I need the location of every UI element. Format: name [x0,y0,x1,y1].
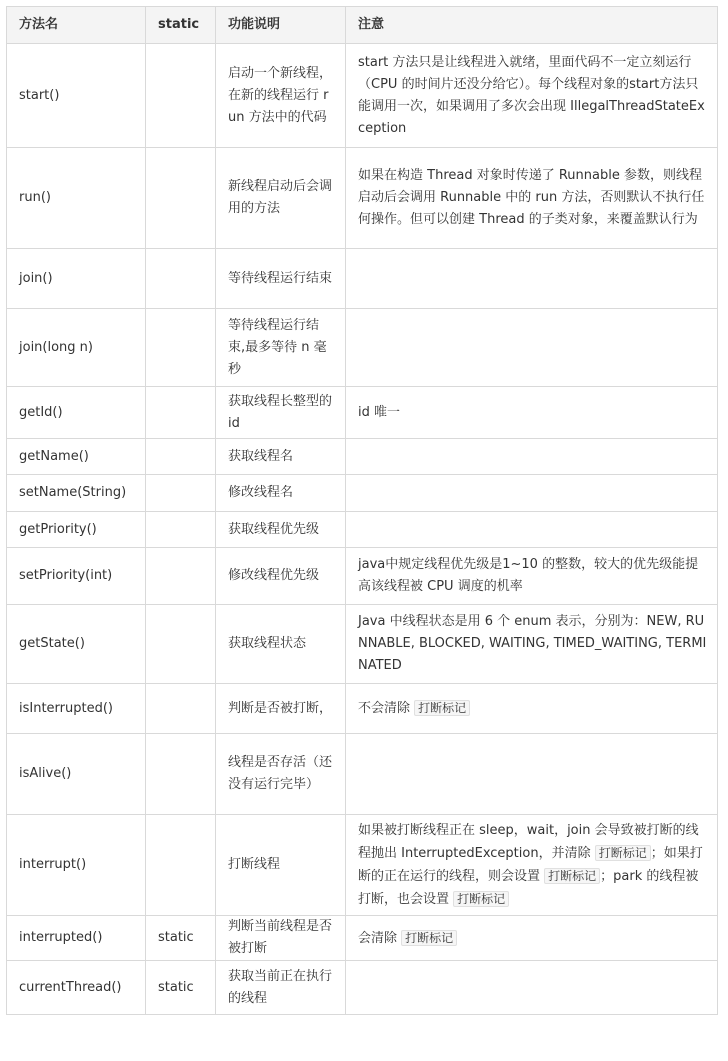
note-cell [346,249,718,309]
table-row [7,815,718,916]
note-cell [346,734,718,815]
header-static: static [146,7,216,44]
static-cell [146,512,216,548]
method-cell: isInterrupted() [7,684,146,734]
method-cell: currentThread() [7,961,146,1015]
table-row [7,734,718,815]
table-header-row [7,7,718,44]
table-row [7,249,718,309]
note-cell [346,684,718,734]
method-cell: join(long n) [7,309,146,387]
description-cell: 线程是否存活（还没有运行完毕） [216,734,346,815]
method-cell: interrupt() [7,815,146,916]
inline-code-interrupt-flag: 打断标记 [544,868,600,884]
note-cell [346,815,718,916]
note-text: 不会清除 [358,701,415,716]
table-row [7,387,718,439]
table-row [7,44,718,148]
method-cell: setName(String) [7,475,146,512]
inline-code-interrupt-flag: 打断标记 [453,891,509,907]
note-text: ；如果打断的正在运行的线程，则会设置 [358,845,703,884]
static-cell [146,249,216,309]
note-text: ；park 的线程被打断，也会设置 [358,868,699,907]
description-cell: 打断线程 [216,815,346,916]
method-cell: getId() [7,387,146,439]
description-cell: 获取线程长整型的 id [216,387,346,439]
table-row [7,684,718,734]
static-cell [146,387,216,439]
table-row [7,605,718,684]
note-text: 如果在构造 Thread 对象时传递了 Runnable 参数，则线程启动后会调用 Runnable 中的 run 方法，否则默认不执行任何操作。但可以创建 Thread 的子类对象，来覆盖默认行为 [358,168,705,227]
note-cell [346,439,718,475]
static-cell: static [146,916,216,961]
description-cell: 获取线程优先级 [216,512,346,548]
table-row [7,548,718,605]
method-cell: join() [7,249,146,309]
static-cell [146,734,216,815]
method-cell: interrupted() [7,916,146,961]
table-row [7,916,718,961]
table-row [7,148,718,249]
note-text: 如果被打断线程正在 sleep，wait，join 会导致被打断的线程抛出 InterruptedException，并清除 [358,822,699,861]
note-cell [346,44,718,148]
note-cell [346,309,718,387]
method-cell: start() [7,44,146,148]
static-cell [146,439,216,475]
note-text: id 唯一 [358,404,400,420]
note-text: java中规定线程优先级是1~10 的整数，较大的优先级能提高该线程被 CPU 调度的机率 [358,557,699,594]
table-row [7,512,718,548]
note-cell [346,961,718,1015]
note-cell [346,475,718,512]
description-cell: 获取当前正在执行的线程 [216,961,346,1015]
inline-code-interrupt-flag: 打断标记 [414,700,470,716]
static-cell [146,815,216,916]
method-cell: isAlive() [7,734,146,815]
description-cell: 等待线程运行结束 [216,249,346,309]
note-text: 会清除 [358,930,402,946]
table-row [7,475,718,512]
header-method: 方法名 [7,7,146,44]
static-cell [146,44,216,148]
note-cell [346,916,718,961]
description-cell: 判断是否被打断， [216,684,346,734]
header-description: 功能说明 [216,7,346,44]
header-note: 注意 [346,7,718,44]
table-row [7,309,718,387]
note-text: Java 中线程状态是用 6 个 enum 表示，分别为：NEW, RUNNABLE, BLOCKED, WAITING, TIMED_WAITING, TERMINATED [358,614,707,673]
thread-methods-table [6,6,718,1015]
method-cell: getState() [7,605,146,684]
method-cell: getPriority() [7,512,146,548]
note-cell [346,512,718,548]
description-cell: 启动一个新线程，在新的线程运行 run 方法中的代码 [216,44,346,148]
inline-code-interrupt-flag: 打断标记 [401,930,457,946]
table-row [7,439,718,475]
note-cell [346,548,718,605]
static-cell [146,475,216,512]
description-cell: 修改线程优先级 [216,548,346,605]
note-cell [346,605,718,684]
inline-code-interrupt-flag: 打断标记 [595,845,651,861]
method-cell: run() [7,148,146,249]
description-cell: 修改线程名 [216,475,346,512]
note-cell [346,387,718,439]
static-cell [146,548,216,605]
description-cell: 获取线程状态 [216,605,346,684]
description-cell: 新线程启动后会调用的方法 [216,148,346,249]
static-cell [146,605,216,684]
description-cell: 等待线程运行结束,最多等待 n 毫秒 [216,309,346,387]
static-cell: static [146,961,216,1015]
method-cell: setPriority(int) [7,548,146,605]
note-text: start 方法只是让线程进入就绪，里面代码不一定立刻运行（CPU 的时间片还没分给它）。每个线程对象的start方法只能调用一次，如果调用了多次会出现 IllegalThreadStateException [358,54,705,136]
description-cell: 获取线程名 [216,439,346,475]
static-cell [146,309,216,387]
method-cell: getName() [7,439,146,475]
note-cell [346,148,718,249]
static-cell [146,148,216,249]
static-cell [146,684,216,734]
table-row [7,961,718,1015]
description-cell: 判断当前线程是否被打断 [216,916,346,961]
